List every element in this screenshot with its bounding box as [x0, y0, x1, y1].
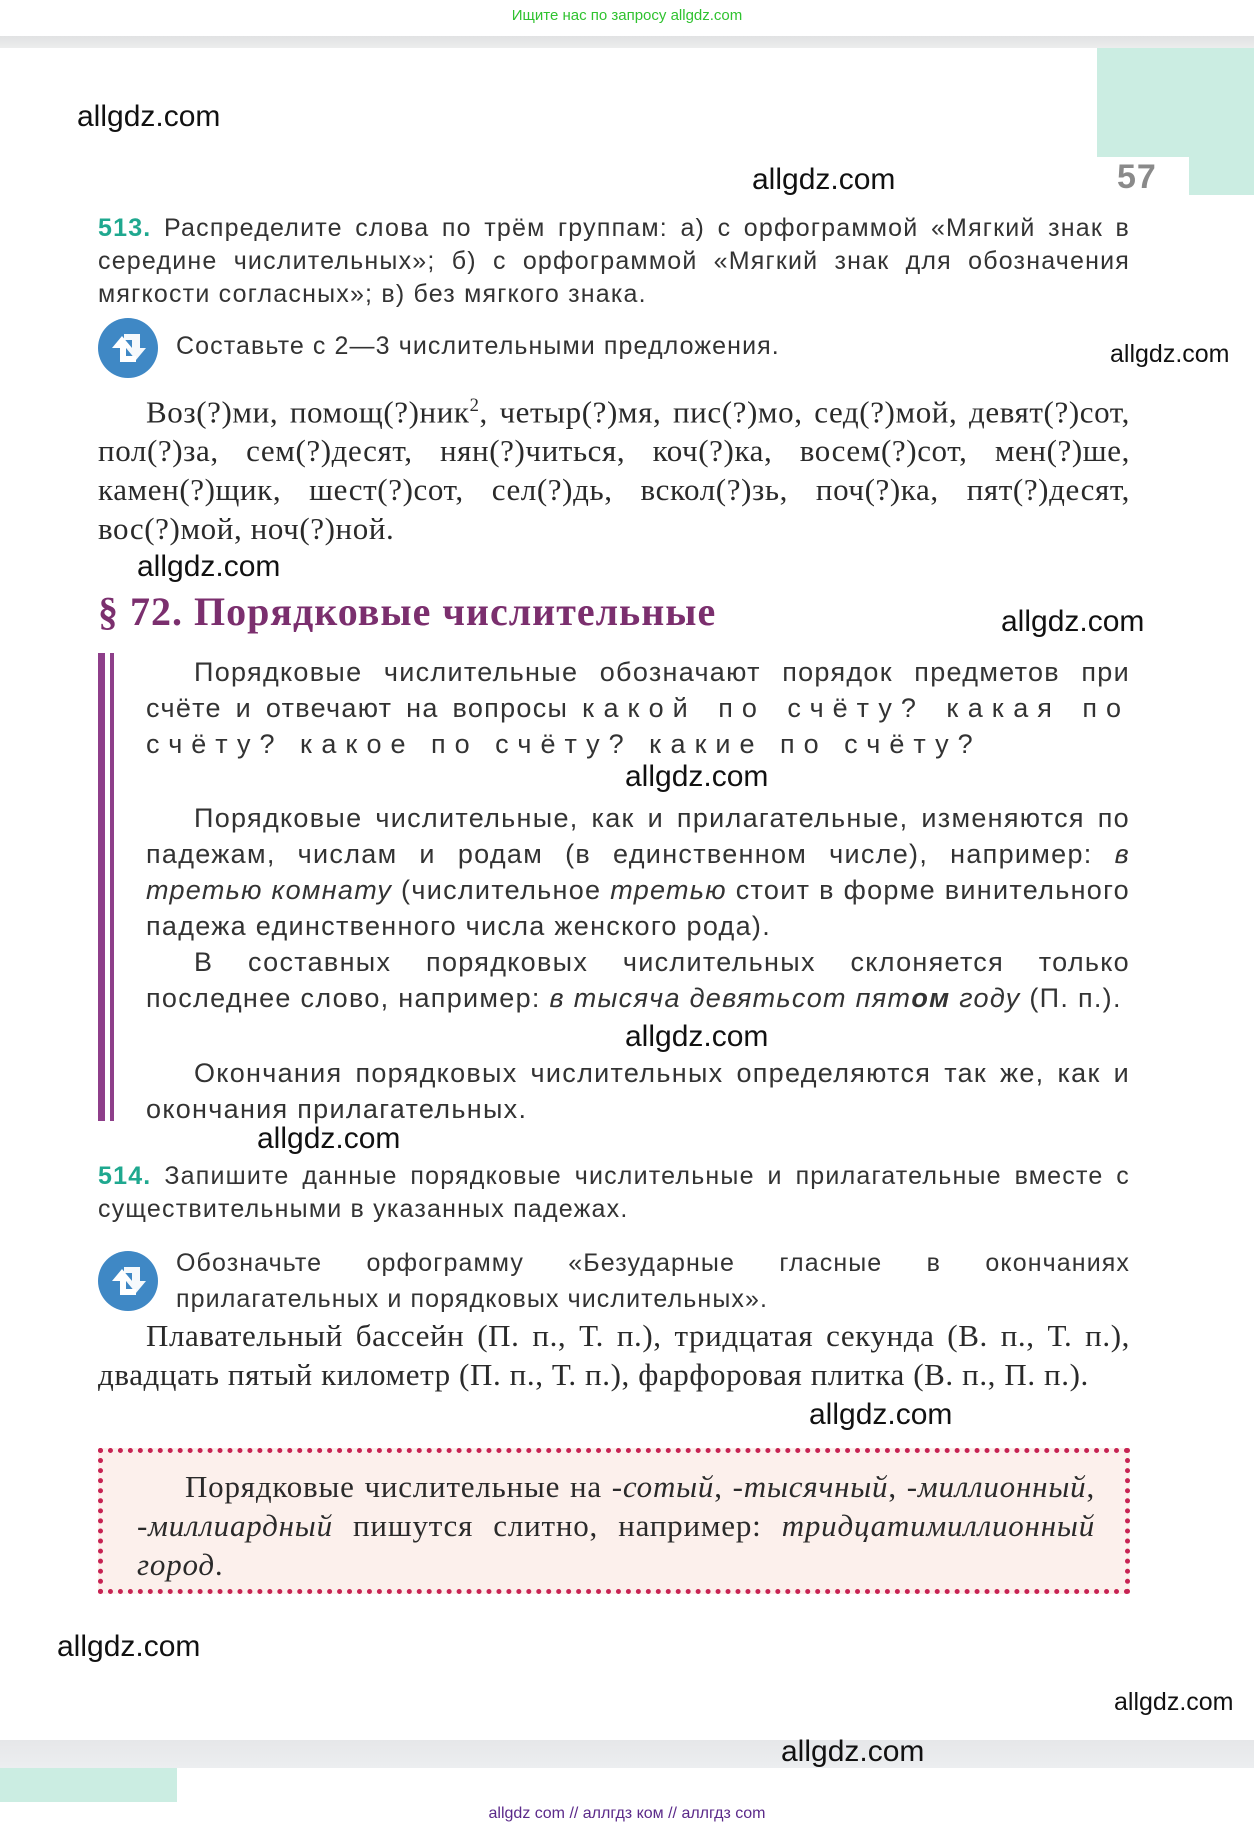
- ending-bold: ом: [911, 983, 951, 1013]
- exercise-514-instruction: [98, 1160, 1130, 1226]
- rule-paragraph-2: [146, 800, 1130, 944]
- watermark: allgdz.com: [1001, 605, 1145, 638]
- text: ,: [888, 1469, 907, 1504]
- suffix-italic: -сотый: [611, 1469, 715, 1504]
- search-banner: Ищите нас по запросу allgdz.com: [511, 7, 743, 24]
- exercise-514-words: Плавательный бассейн (П. п., Т. п.), тридцатая секунда (В. п., Т. п.), двадцать пятый километр (П. п., Т. п.), фарфоровая плитка (В. п., П. п.).: [98, 1318, 1130, 1392]
- text: .: [214, 1547, 224, 1582]
- footer-links[interactable]: allgdz com // аллгдз ком // аллгдз com: [488, 1805, 766, 1822]
- task-text: Обозначьте орфограмму «Безударные гласные в окончаниях прилагательных и порядковых числительных».: [176, 1249, 1130, 1313]
- rule-text: [137, 1467, 1095, 1584]
- exchange-arrows-icon: [98, 1251, 158, 1311]
- text: стоит в форме винительного падежа единственного числа женского рода).: [146, 875, 1130, 941]
- section-title: § 72. Порядковые числительные: [98, 589, 717, 634]
- exercise-514-task: [98, 1245, 1130, 1317]
- suffix-italic: -миллиардный: [137, 1508, 333, 1543]
- exercise-513-instruction: [98, 212, 1130, 311]
- example-italic: третью: [610, 875, 727, 905]
- exercise-number: 513.: [98, 214, 152, 242]
- exercise-text: Распределите слова по трём группам: а) с орфограммой «Мягкий знак в середине числительных»; б) с орфограммой «Мягкий знак для обозначения мягкости согласных»; в) без мягкого знака.: [98, 214, 1130, 308]
- example-italic: в третью комнату: [146, 839, 1130, 905]
- text: В составных порядковых числительных склоняется только последнее слово, например:: [146, 947, 1130, 1013]
- exercise-text: Запишите данные порядковые числительные и прилагательные вместе с существительными в указанных падежах.: [98, 1162, 1130, 1223]
- exchange-arrows-icon: [98, 318, 158, 378]
- page-edge-top: [0, 36, 1254, 48]
- task-text: Составьте с 2—3 числительными предложения.: [176, 332, 780, 360]
- rule-paragraph-1: [146, 654, 1130, 762]
- spelling-rule-box: [98, 1448, 1130, 1594]
- text: пишутся слитно, например:: [332, 1508, 782, 1543]
- watermark: allgdz.com: [752, 163, 896, 196]
- example-italic: тридцатимиллионный город: [137, 1508, 1095, 1582]
- watermark: allgdz.com: [57, 1630, 201, 1663]
- spaced-questions: какой по счёту? какая по счёту? какое по счёту? какие по счёту?: [146, 693, 1130, 759]
- text: ,: [1086, 1469, 1095, 1504]
- words-part: , четыр(?)мя, пис(?)мо, сед(?)мой, девят(?)сот, пол(?)за, сем(?)десят, нян(?)читься, коч(?)ка, восем(?)сот, мен(?)ше, камен(?)щик, шест(?)сот, сел(?)дь, вскол(?)зь, поч(?)ка, пят(?)десят, вос(?)мой, ноч(?)ной.: [98, 394, 1130, 547]
- watermark: allgdz.com: [625, 1020, 769, 1053]
- watermark: allgdz.com: [1114, 1688, 1234, 1716]
- watermark: allgdz.com: [137, 550, 281, 583]
- next-page-corner-tab: [0, 1768, 177, 1802]
- text: Порядковые числительные на: [185, 1469, 612, 1504]
- rule-paragraph-4: Окончания порядковых числительных определяются так же, как и окончания прилагательных.: [146, 1058, 1130, 1124]
- watermark: allgdz.com: [781, 1735, 925, 1768]
- exercise-number: 514.: [98, 1162, 152, 1190]
- suffix-italic: -миллионный: [906, 1469, 1087, 1504]
- example-italic: в тысяча девятьсот пят: [549, 983, 912, 1013]
- example-italic: году: [950, 983, 1021, 1013]
- rule-margin-bars: [98, 653, 114, 1121]
- watermark: allgdz.com: [625, 760, 769, 793]
- rule-paragraph-3: [146, 944, 1130, 1016]
- text: Порядковые числительные, как и прилагательные, изменяются по падежам, числам и родам (в единственном числе), например:: [146, 803, 1130, 869]
- watermark: allgdz.com: [1110, 340, 1230, 368]
- words-part: Воз(?)ми, помощ(?)ник: [146, 394, 470, 430]
- text: (числительное: [392, 875, 611, 905]
- page-number: 57: [1117, 158, 1157, 196]
- text: Порядковые числительные обозначают порядок предметов при счёте и отвечают на вопросы: [146, 657, 1130, 723]
- suffix-italic: -тысячный: [732, 1469, 889, 1504]
- footnote-marker: 2: [469, 395, 480, 416]
- watermark: allgdz.com: [809, 1398, 953, 1431]
- watermark: allgdz.com: [77, 100, 221, 133]
- watermark: allgdz.com: [257, 1122, 401, 1155]
- text: (П. п.).: [1020, 983, 1122, 1013]
- exercise-513-words: [98, 386, 1130, 548]
- exercise-513-task: [98, 318, 1130, 378]
- text: ,: [714, 1469, 733, 1504]
- page-edge-bottom: [0, 1740, 1254, 1768]
